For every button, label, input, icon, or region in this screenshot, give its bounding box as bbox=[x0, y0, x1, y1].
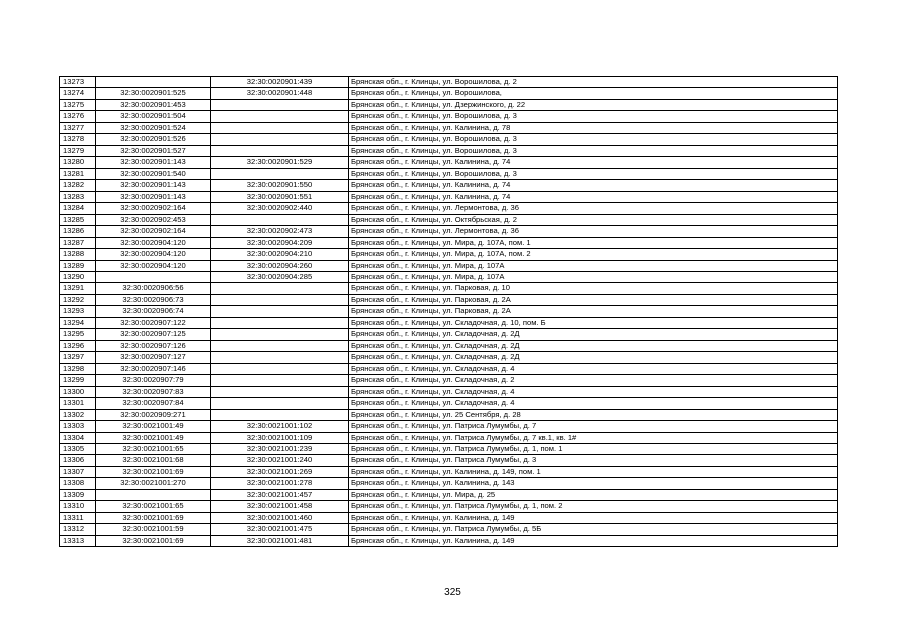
object-cadastral-cell bbox=[211, 306, 349, 317]
row-number-cell: 13305 bbox=[60, 444, 96, 455]
row-number-cell: 13282 bbox=[60, 180, 96, 191]
parent-cadastral-cell: 32:30:0020901:526 bbox=[96, 134, 211, 145]
parent-cadastral-cell: 32:30:0020907:126 bbox=[96, 340, 211, 351]
parent-cadastral-cell bbox=[96, 271, 211, 282]
address-cell: Брянская обл., г. Клинцы, ул. Ворошилова, д. 3 bbox=[349, 168, 838, 179]
object-cadastral-cell bbox=[211, 340, 349, 351]
table-row bbox=[60, 122, 838, 133]
object-cadastral-cell: 32:30:0020904:260 bbox=[211, 260, 349, 271]
object-cadastral-cell: 32:30:0021001:475 bbox=[211, 524, 349, 535]
object-cadastral-cell bbox=[211, 283, 349, 294]
parent-cadastral-cell: 32:30:0020904:120 bbox=[96, 237, 211, 248]
table-row bbox=[60, 375, 838, 386]
object-cadastral-cell: 32:30:0021001:240 bbox=[211, 455, 349, 466]
address-cell: Брянская обл., г. Клинцы, ул. Парковая, д. 10 bbox=[349, 283, 838, 294]
parent-cadastral-cell: 32:30:0020902:453 bbox=[96, 214, 211, 225]
row-number-cell: 13311 bbox=[60, 512, 96, 523]
table-row bbox=[60, 386, 838, 397]
table-row bbox=[60, 249, 838, 260]
address-cell: Брянская обл., г. Клинцы, ул. 25 Сентября, д. 28 bbox=[349, 409, 838, 420]
row-number-cell: 13285 bbox=[60, 214, 96, 225]
object-cadastral-cell: 32:30:0020901:551 bbox=[211, 191, 349, 202]
parent-cadastral-cell: 32:30:0020906:73 bbox=[96, 294, 211, 305]
row-number-cell: 13296 bbox=[60, 340, 96, 351]
table-row bbox=[60, 455, 838, 466]
parent-cadastral-cell: 32:30:0020901:453 bbox=[96, 99, 211, 110]
address-cell: Брянская обл., г. Клинцы, ул. Патриса Лумумбы, д. 3 bbox=[349, 455, 838, 466]
object-cadastral-cell bbox=[211, 409, 349, 420]
table-row bbox=[60, 340, 838, 351]
row-number-cell: 13295 bbox=[60, 329, 96, 340]
page-number: 325 bbox=[444, 587, 461, 598]
table-row bbox=[60, 145, 838, 156]
address-cell: Брянская обл., г. Клинцы, ул. Мира, д. 107А bbox=[349, 271, 838, 282]
row-number-cell: 13297 bbox=[60, 352, 96, 363]
object-cadastral-cell: 32:30:0021001:239 bbox=[211, 444, 349, 455]
parent-cadastral-cell: 32:30:0020901:504 bbox=[96, 111, 211, 122]
parent-cadastral-cell: 32:30:0020901:143 bbox=[96, 191, 211, 202]
row-number-cell: 13294 bbox=[60, 317, 96, 328]
address-cell: Брянская обл., г. Клинцы, ул. Мира, д. 107А bbox=[349, 260, 838, 271]
table-row bbox=[60, 409, 838, 420]
object-cadastral-cell: 32:30:0020904:209 bbox=[211, 237, 349, 248]
table-row bbox=[60, 260, 838, 271]
address-cell: Брянская обл., г. Клинцы, ул. Складочная, д. 2Д bbox=[349, 352, 838, 363]
table-row bbox=[60, 157, 838, 168]
object-cadastral-cell: 32:30:0021001:278 bbox=[211, 478, 349, 489]
object-cadastral-cell: 32:30:0021001:481 bbox=[211, 535, 349, 546]
table-row bbox=[60, 99, 838, 110]
parent-cadastral-cell: 32:30:0020904:120 bbox=[96, 249, 211, 260]
row-number-cell: 13304 bbox=[60, 432, 96, 443]
row-number-cell: 13283 bbox=[60, 191, 96, 202]
parent-cadastral-cell: 32:30:0021001:69 bbox=[96, 466, 211, 477]
parent-cadastral-cell: 32:30:0021001:270 bbox=[96, 478, 211, 489]
parent-cadastral-cell: 32:30:0020907:127 bbox=[96, 352, 211, 363]
row-number-cell: 13279 bbox=[60, 145, 96, 156]
object-cadastral-cell: 32:30:0021001:460 bbox=[211, 512, 349, 523]
table-row bbox=[60, 398, 838, 409]
address-cell: Брянская обл., г. Клинцы, ул. Калинина, д. 149, пом. 1 bbox=[349, 466, 838, 477]
parent-cadastral-cell: 32:30:0020907:84 bbox=[96, 398, 211, 409]
object-cadastral-cell bbox=[211, 145, 349, 156]
address-cell: Брянская обл., г. Клинцы, ул. Мира, д. 25 bbox=[349, 489, 838, 500]
table-row bbox=[60, 317, 838, 328]
parent-cadastral-cell: 32:30:0020907:83 bbox=[96, 386, 211, 397]
object-cadastral-cell bbox=[211, 214, 349, 225]
row-number-cell: 13299 bbox=[60, 375, 96, 386]
row-number-cell: 13280 bbox=[60, 157, 96, 168]
address-cell: Брянская обл., г. Клинцы, ул. Патриса Лумумбы, д. 7 bbox=[349, 421, 838, 432]
address-cell: Брянская обл., г. Клинцы, ул. Складочная, д. 2 bbox=[349, 375, 838, 386]
row-number-cell: 13309 bbox=[60, 489, 96, 500]
object-cadastral-cell bbox=[211, 363, 349, 374]
address-cell: Брянская обл., г. Клинцы, ул. Складочная, д. 10, пом. Б bbox=[349, 317, 838, 328]
address-cell: Брянская обл., г. Клинцы, ул. Октябрьская, д. 2 bbox=[349, 214, 838, 225]
row-number-cell: 13288 bbox=[60, 249, 96, 260]
address-cell: Брянская обл., г. Клинцы, ул. Складочная, д. 4 bbox=[349, 363, 838, 374]
object-cadastral-cell: 32:30:0020902:440 bbox=[211, 203, 349, 214]
address-cell: Брянская обл., г. Клинцы, ул. Патриса Лумумбы, д. 7 кв.1, кв. 1# bbox=[349, 432, 838, 443]
address-cell: Брянская обл., г. Клинцы, ул. Парковая, д. 2А bbox=[349, 294, 838, 305]
row-number-cell: 13274 bbox=[60, 88, 96, 99]
row-number-cell: 13273 bbox=[60, 77, 96, 88]
address-cell: Брянская обл., г. Клинцы, ул. Складочная, д. 4 bbox=[349, 398, 838, 409]
table-row bbox=[60, 524, 838, 535]
address-cell: Брянская обл., г. Клинцы, ул. Калинина, д. 143 bbox=[349, 478, 838, 489]
object-cadastral-cell bbox=[211, 294, 349, 305]
address-cell: Брянская обл., г. Клинцы, ул. Калинина, д. 74 bbox=[349, 191, 838, 202]
row-number-cell: 13278 bbox=[60, 134, 96, 145]
parent-cadastral-cell: 32:30:0021001:59 bbox=[96, 524, 211, 535]
row-number-cell: 13293 bbox=[60, 306, 96, 317]
parent-cadastral-cell: 32:30:0020906:74 bbox=[96, 306, 211, 317]
parent-cadastral-cell: 32:30:0020902:164 bbox=[96, 226, 211, 237]
table-row bbox=[60, 214, 838, 225]
table-row bbox=[60, 501, 838, 512]
parent-cadastral-cell: 32:30:0021001:65 bbox=[96, 501, 211, 512]
parent-cadastral-cell: 32:30:0020901:524 bbox=[96, 122, 211, 133]
object-cadastral-cell: 32:30:0021001:269 bbox=[211, 466, 349, 477]
parent-cadastral-cell: 32:30:0020901:143 bbox=[96, 157, 211, 168]
table-row bbox=[60, 77, 838, 88]
parent-cadastral-cell: 32:30:0020902:164 bbox=[96, 203, 211, 214]
table-row bbox=[60, 134, 838, 145]
address-cell: Брянская обл., г. Клинцы, ул. Ворошилова, д. 2 bbox=[349, 77, 838, 88]
parent-cadastral-cell: 32:30:0020904:120 bbox=[96, 260, 211, 271]
row-number-cell: 13291 bbox=[60, 283, 96, 294]
address-cell: Брянская обл., г. Клинцы, ул. Калинина, д. 149 bbox=[349, 535, 838, 546]
parent-cadastral-cell: 32:30:0020901:527 bbox=[96, 145, 211, 156]
table-row bbox=[60, 363, 838, 374]
address-cell: Брянская обл., г. Клинцы, ул. Складочная, д. 2Д bbox=[349, 329, 838, 340]
row-number-cell: 13306 bbox=[60, 455, 96, 466]
parent-cadastral-cell: 32:30:0021001:49 bbox=[96, 421, 211, 432]
address-cell: Брянская обл., г. Клинцы, ул. Ворошилова, д. 3 bbox=[349, 134, 838, 145]
address-cell: Брянская обл., г. Клинцы, ул. Парковая, д. 2А bbox=[349, 306, 838, 317]
object-cadastral-cell: 32:30:0021001:458 bbox=[211, 501, 349, 512]
row-number-cell: 13292 bbox=[60, 294, 96, 305]
object-cadastral-cell bbox=[211, 99, 349, 110]
address-cell: Брянская обл., г. Клинцы, ул. Ворошилова, д. 3 bbox=[349, 145, 838, 156]
parent-cadastral-cell: 32:30:0020907:79 bbox=[96, 375, 211, 386]
row-number-cell: 13275 bbox=[60, 99, 96, 110]
row-number-cell: 13298 bbox=[60, 363, 96, 374]
address-cell: Брянская обл., г. Клинцы, ул. Ворошилова, д. 3 bbox=[349, 111, 838, 122]
parent-cadastral-cell: 32:30:0021001:68 bbox=[96, 455, 211, 466]
object-cadastral-cell bbox=[211, 386, 349, 397]
row-number-cell: 13276 bbox=[60, 111, 96, 122]
row-number-cell: 13289 bbox=[60, 260, 96, 271]
object-cadastral-cell bbox=[211, 122, 349, 133]
row-number-cell: 13303 bbox=[60, 421, 96, 432]
row-number-cell: 13312 bbox=[60, 524, 96, 535]
table-body bbox=[60, 77, 838, 547]
object-cadastral-cell: 32:30:0021001:109 bbox=[211, 432, 349, 443]
object-cadastral-cell: 32:30:0020902:473 bbox=[211, 226, 349, 237]
row-number-cell: 13290 bbox=[60, 271, 96, 282]
table-row bbox=[60, 226, 838, 237]
parent-cadastral-cell: 32:30:0020907:146 bbox=[96, 363, 211, 374]
table-row bbox=[60, 306, 838, 317]
object-cadastral-cell: 32:30:0021001:457 bbox=[211, 489, 349, 500]
object-cadastral-cell bbox=[211, 352, 349, 363]
table-row bbox=[60, 203, 838, 214]
table-row bbox=[60, 421, 838, 432]
row-number-cell: 13310 bbox=[60, 501, 96, 512]
parent-cadastral-cell bbox=[96, 77, 211, 88]
address-cell: Брянская обл., г. Клинцы, ул. Мира, д. 107А, пом. 1 bbox=[349, 237, 838, 248]
parent-cadastral-cell: 32:30:0020901:143 bbox=[96, 180, 211, 191]
parent-cadastral-cell: 32:30:0021001:49 bbox=[96, 432, 211, 443]
address-cell: Брянская обл., г. Клинцы, ул. Калинина, д. 74 bbox=[349, 157, 838, 168]
row-number-cell: 13302 bbox=[60, 409, 96, 420]
address-cell: Брянская обл., г. Клинцы, ул. Калинина, д. 149 bbox=[349, 512, 838, 523]
address-cell: Брянская обл., г. Клинцы, ул. Складочная, д. 4 bbox=[349, 386, 838, 397]
row-number-cell: 13300 bbox=[60, 386, 96, 397]
table-row bbox=[60, 329, 838, 340]
object-cadastral-cell bbox=[211, 398, 349, 409]
parent-cadastral-cell: 32:30:0020906:56 bbox=[96, 283, 211, 294]
table-row bbox=[60, 88, 838, 99]
table-row bbox=[60, 111, 838, 122]
object-cadastral-cell: 32:30:0020901:448 bbox=[211, 88, 349, 99]
table-row bbox=[60, 352, 838, 363]
row-number-cell: 13307 bbox=[60, 466, 96, 477]
row-number-cell: 13308 bbox=[60, 478, 96, 489]
row-number-cell: 13277 bbox=[60, 122, 96, 133]
table-row bbox=[60, 478, 838, 489]
object-cadastral-cell: 32:30:0020904:210 bbox=[211, 249, 349, 260]
table-row bbox=[60, 444, 838, 455]
table-row bbox=[60, 180, 838, 191]
table-row bbox=[60, 271, 838, 282]
parent-cadastral-cell: 32:30:0020907:125 bbox=[96, 329, 211, 340]
object-cadastral-cell: 32:30:0021001:102 bbox=[211, 421, 349, 432]
table-row bbox=[60, 535, 838, 546]
object-cadastral-cell: 32:30:0020901:550 bbox=[211, 180, 349, 191]
parent-cadastral-cell: 32:30:0020907:122 bbox=[96, 317, 211, 328]
object-cadastral-cell bbox=[211, 375, 349, 386]
parent-cadastral-cell: 32:30:0020901:525 bbox=[96, 88, 211, 99]
address-cell: Брянская обл., г. Клинцы, ул. Калинина, д. 74 bbox=[349, 180, 838, 191]
address-cell: Брянская обл., г. Клинцы, ул. Дзержинского, д. 22 bbox=[349, 99, 838, 110]
address-cell: Брянская обл., г. Клинцы, ул. Калинина, д. 78 bbox=[349, 122, 838, 133]
parent-cadastral-cell: 32:30:0020901:540 bbox=[96, 168, 211, 179]
parent-cadastral-cell: 32:30:0021001:65 bbox=[96, 444, 211, 455]
table-row bbox=[60, 283, 838, 294]
address-cell: Брянская обл., г. Клинцы, ул. Мира, д. 107А, пом. 2 bbox=[349, 249, 838, 260]
address-cell: Брянская обл., г. Клинцы, ул. Патриса Лумумбы, д. 1, пом. 2 bbox=[349, 501, 838, 512]
cadastral-table bbox=[59, 76, 838, 547]
table-row bbox=[60, 191, 838, 202]
table-row bbox=[60, 466, 838, 477]
parent-cadastral-cell bbox=[96, 489, 211, 500]
object-cadastral-cell bbox=[211, 329, 349, 340]
row-number-cell: 13284 bbox=[60, 203, 96, 214]
table-row bbox=[60, 294, 838, 305]
parent-cadastral-cell: 32:30:0021001:69 bbox=[96, 512, 211, 523]
address-cell: Брянская обл., г. Клинцы, ул. Лермонтова, д. 36 bbox=[349, 226, 838, 237]
object-cadastral-cell bbox=[211, 168, 349, 179]
parent-cadastral-cell: 32:30:0021001:69 bbox=[96, 535, 211, 546]
row-number-cell: 13287 bbox=[60, 237, 96, 248]
object-cadastral-cell bbox=[211, 111, 349, 122]
object-cadastral-cell: 32:30:0020901:529 bbox=[211, 157, 349, 168]
object-cadastral-cell: 32:30:0020904:285 bbox=[211, 271, 349, 282]
table-row bbox=[60, 237, 838, 248]
row-number-cell: 13301 bbox=[60, 398, 96, 409]
table-row bbox=[60, 489, 838, 500]
object-cadastral-cell: 32:30:0020901:439 bbox=[211, 77, 349, 88]
table-row bbox=[60, 432, 838, 443]
address-cell: Брянская обл., г. Клинцы, ул. Патриса Лумумбы, д. 5Б bbox=[349, 524, 838, 535]
table-row bbox=[60, 512, 838, 523]
address-cell: Брянская обл., г. Клинцы, ул. Патриса Лумумбы, д. 1, пом. 1 bbox=[349, 444, 838, 455]
address-cell: Брянская обл., г. Клинцы, ул. Складочная, д. 2Д bbox=[349, 340, 838, 351]
object-cadastral-cell bbox=[211, 317, 349, 328]
table-row bbox=[60, 168, 838, 179]
address-cell: Брянская обл., г. Клинцы, ул. Лермонтова, д. 36 bbox=[349, 203, 838, 214]
row-number-cell: 13281 bbox=[60, 168, 96, 179]
object-cadastral-cell bbox=[211, 134, 349, 145]
row-number-cell: 13313 bbox=[60, 535, 96, 546]
row-number-cell: 13286 bbox=[60, 226, 96, 237]
parent-cadastral-cell: 32:30:0020909:271 bbox=[96, 409, 211, 420]
address-cell: Брянская обл., г. Клинцы, ул. Ворошилова, bbox=[349, 88, 838, 99]
